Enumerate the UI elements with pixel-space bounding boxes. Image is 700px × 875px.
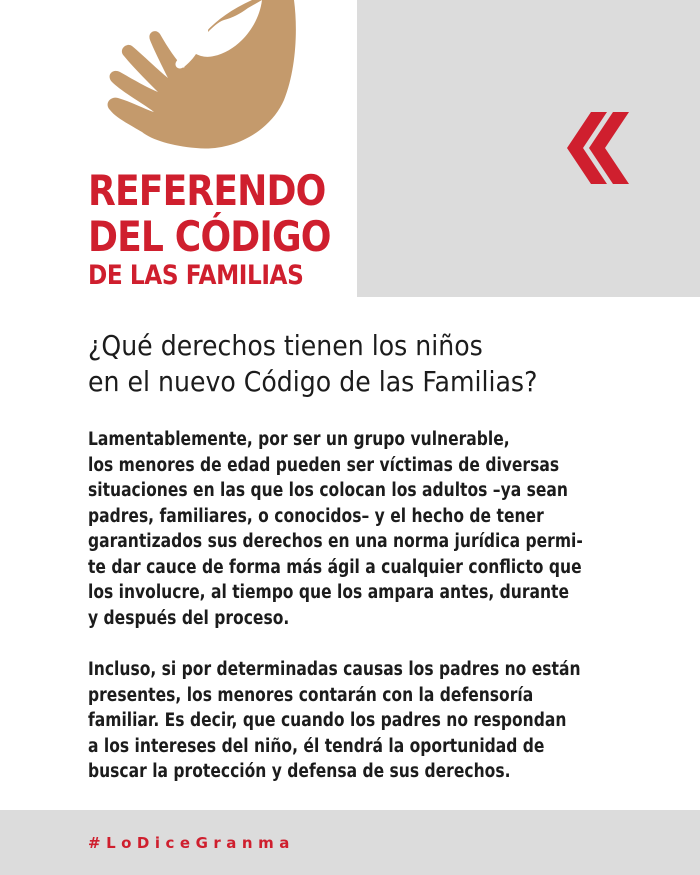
paragraph-1-line: y después del proceso. bbox=[88, 607, 290, 629]
title-line-3: DE LAS FAMILIAS bbox=[88, 260, 304, 291]
title-line-2: DEL CÓDIGO bbox=[88, 212, 331, 261]
double-chevron-left-icon bbox=[567, 112, 629, 184]
question-line-1: ¿Qué derechos tienen los niños bbox=[88, 329, 483, 362]
paragraph-2-line: buscar la protección y defensa de sus derechos. bbox=[88, 761, 511, 782]
paragraph-2-line: a los intereses del niño, él tendrá la oportunidad de bbox=[88, 735, 545, 757]
paragraph-1-line: te dar cauce de forma más ágil a cualquier conflicto que bbox=[88, 556, 582, 578]
paragraph-2 bbox=[88, 657, 583, 785]
paragraph-2-line: Incluso, si por determinadas causas los padres no están bbox=[88, 659, 581, 680]
question-heading bbox=[88, 328, 610, 400]
question-line-2: en el nuevo Código de las Familias? bbox=[88, 365, 538, 398]
article-body bbox=[88, 427, 583, 785]
hashtag-label: #LoDiceGranma bbox=[88, 834, 295, 852]
paragraph-1-line: los involucre, al tiempo que los ampara antes, durante bbox=[88, 582, 570, 603]
paragraph-1-line: garantizados sus derechos en una norma jurídica permi- bbox=[88, 531, 583, 552]
header-gray-panel bbox=[357, 0, 700, 297]
referendum-title bbox=[88, 166, 331, 292]
paragraph-1-line: Lamentablemente, por ser un grupo vulnerable, bbox=[88, 429, 510, 450]
title-line-1: REFERENDO bbox=[88, 166, 326, 215]
paragraph-2-line: familiar. Es decir, que cuando los padres no respondan bbox=[88, 710, 567, 731]
paragraph-gap bbox=[88, 631, 583, 657]
hands-icon bbox=[102, 0, 302, 165]
paragraph-1-line: situaciones en las que los colocan los adultos –ya sean bbox=[88, 480, 568, 501]
paragraph-1-line: los menores de edad pueden ser víctimas de diversas bbox=[88, 454, 560, 476]
paragraph-2-line: presentes, los menores contarán con la defensoría bbox=[88, 684, 534, 706]
paragraph-1 bbox=[88, 427, 583, 631]
paragraph-1-line: padres, familiares, o conocidos– y el hecho de tener bbox=[88, 505, 544, 527]
